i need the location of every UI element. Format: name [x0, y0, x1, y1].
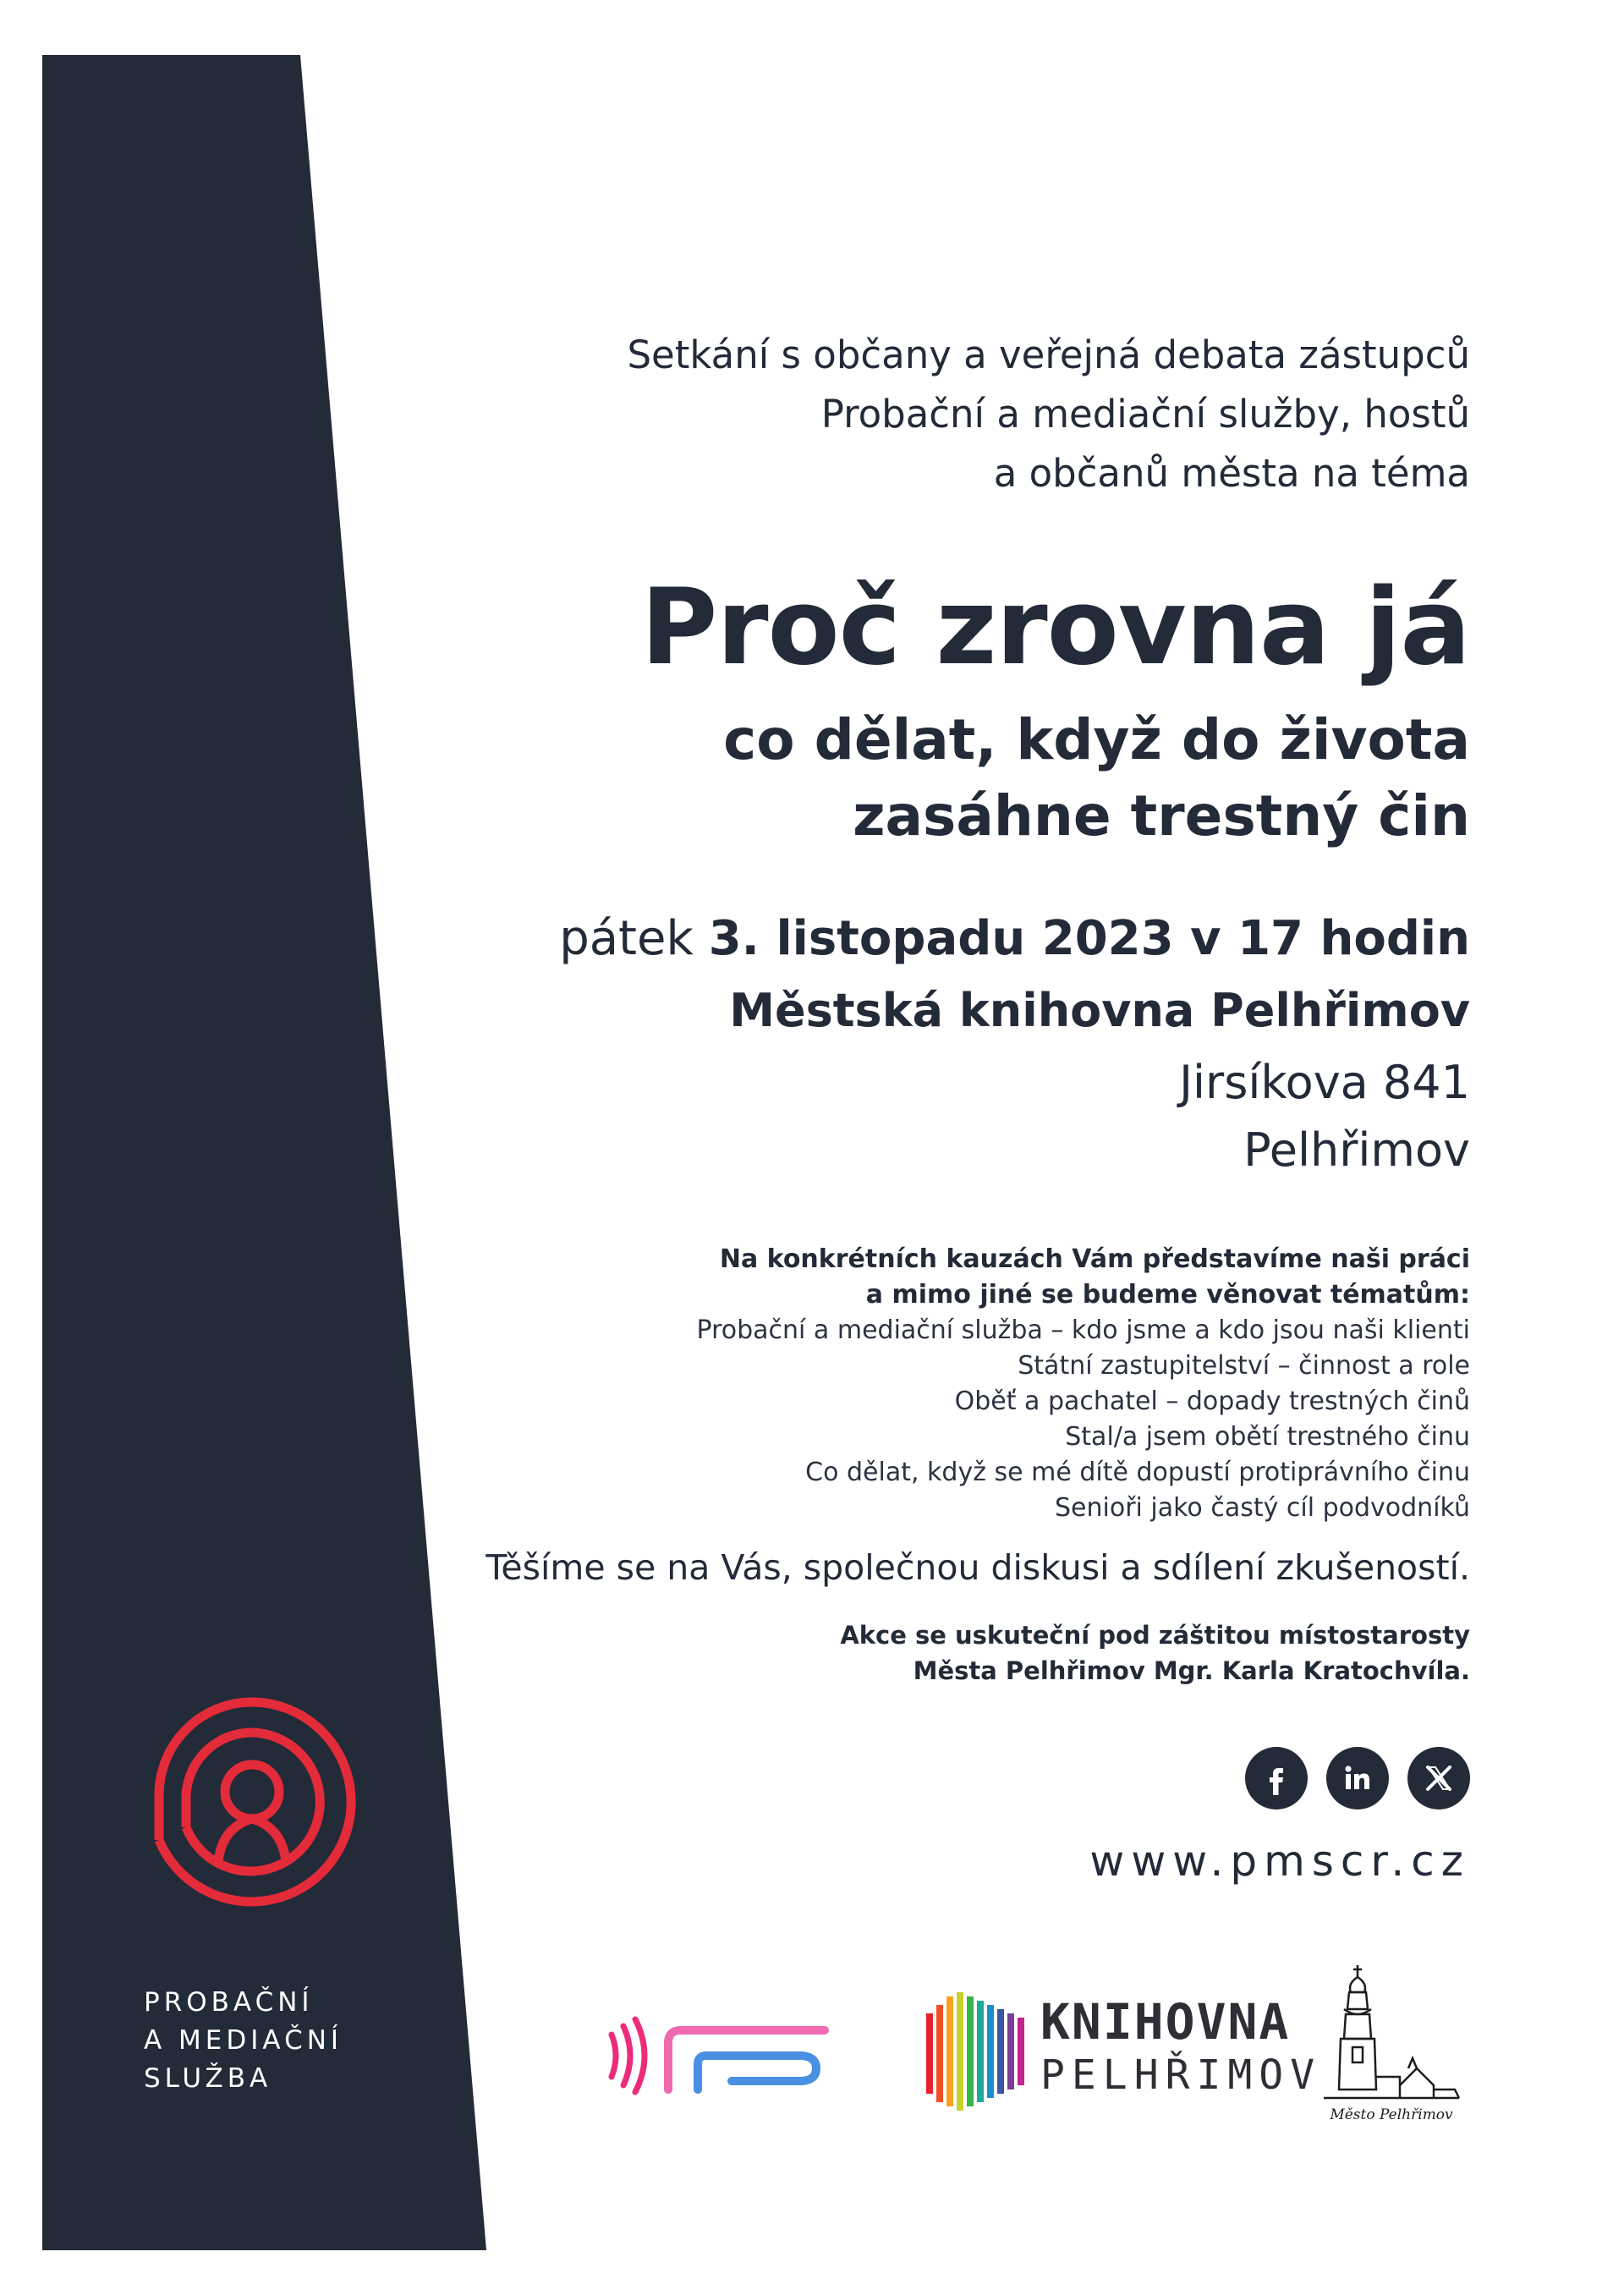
- probation-service-logo: [142, 1692, 362, 1912]
- subtitle-line: co dělat, když do života: [723, 707, 1470, 772]
- topics-lead: a mimo jiné se budeme věnovat tématům:: [865, 1280, 1470, 1310]
- library-logo-text: [1040, 1994, 1321, 2101]
- partner-logo-waves: [605, 2009, 833, 2102]
- patronage-note: [540, 1617, 1470, 1689]
- topics-section: [540, 1242, 1470, 1526]
- event-city: Pelhřimov: [1243, 1123, 1470, 1177]
- event-venue: Městská knihovna Pelhřimov: [729, 984, 1470, 1037]
- event-date: [559, 905, 1470, 973]
- topic-item: Stal/a jsem obětí trestného činu: [1065, 1422, 1470, 1452]
- linkedin-icon[interactable]: [1326, 1747, 1389, 1809]
- topic-item: Senioři jako častý cíl podvodníků: [1055, 1493, 1470, 1523]
- topic-item: Co dělat, když se mé dítě dopustí protiprávního činu: [805, 1458, 1470, 1487]
- event-day: pátek: [559, 911, 694, 966]
- organization-name-line: PROBAČNÍ: [144, 1987, 314, 2018]
- event-street: Jirsíkova 841: [1179, 1056, 1470, 1109]
- event-subtitle: [540, 702, 1470, 854]
- topic-item: Státní zastupitelství – činnost a role: [1018, 1351, 1470, 1381]
- topics-lead: Na konkrétních kauzách Vám představíme naši práci: [719, 1244, 1470, 1274]
- library-logo-bars: [926, 1992, 1028, 2111]
- x-icon[interactable]: [1407, 1747, 1470, 1809]
- intro-line: a občanů města na téma: [993, 451, 1470, 496]
- facebook-icon[interactable]: [1245, 1747, 1308, 1809]
- topic-item: Oběť a pachatel – dopady trestných činů: [954, 1387, 1470, 1416]
- organization-name-line: SLUŽBA: [144, 2063, 272, 2094]
- intro-text: [540, 326, 1470, 503]
- library-name: KNIHOVNA: [1040, 1993, 1291, 2051]
- website-link[interactable]: www.pmscr.cz: [1089, 1837, 1470, 1886]
- organization-name-line: A MEDIAČNÍ: [144, 2025, 343, 2056]
- library-city: PELHŘIMOV: [1040, 2051, 1322, 2099]
- social-links: [1245, 1747, 1470, 1809]
- patronage-line: Akce se uskuteční pod záštitou místostarosty: [840, 1621, 1470, 1650]
- intro-line: Probační a mediační služby, hostů: [820, 392, 1470, 437]
- subtitle-line: zasáhne trestný čin: [853, 783, 1470, 848]
- patronage-line: Města Pelhřimov Mgr. Karla Kratochvíla.: [913, 1656, 1470, 1685]
- town-label: Město Pelhřimov: [1330, 2106, 1453, 2123]
- topic-item: Probační a mediační služba – kdo jsme a kdo jsou naši klienti: [696, 1315, 1470, 1345]
- organization-name: [144, 1984, 343, 2098]
- event-date-time: 3. listopadu 2023 v 17 hodin: [708, 911, 1470, 966]
- town-church-logo: [1307, 1958, 1476, 2119]
- closing-message: Těšíme se na Vás, společnou diskusi a sdílení zkušeností.: [486, 1547, 1470, 1588]
- intro-line: Setkání s občany a veřejná debata zástupců: [627, 332, 1470, 377]
- event-title: Proč zrovna já: [640, 567, 1470, 689]
